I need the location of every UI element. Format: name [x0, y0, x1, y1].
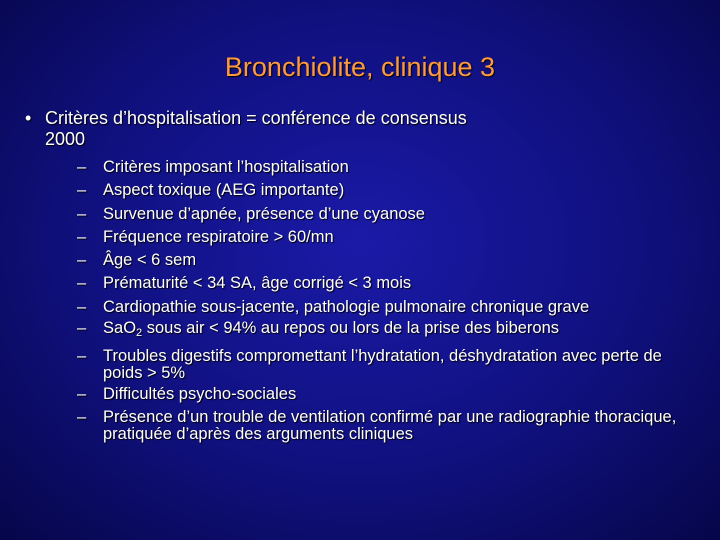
- main-bullet-line-1: Critères d’hospitalisation = conférence de consensus: [45, 108, 467, 128]
- sub-item-text: Survenue d’apnée, présence d’une cyanose: [103, 204, 425, 223]
- sub-item: [77, 181, 703, 200]
- bullet-icon: •: [25, 108, 32, 128]
- dash-icon: –: [77, 251, 87, 270]
- sub-item-text: Cardiopathie sous-jacente, pathologie pulmonaire chronique grave: [103, 297, 590, 316]
- dash-icon: –: [77, 385, 87, 404]
- sao2-subscript: 2: [136, 326, 143, 339]
- sub-item: [77, 297, 703, 316]
- dash-icon: –: [77, 297, 87, 316]
- dash-icon: –: [77, 347, 87, 366]
- dash-icon: –: [77, 318, 87, 337]
- sub-item: [77, 347, 703, 383]
- sub-item: [77, 385, 703, 404]
- sub-item-text: Aspect toxique (AEG importante): [103, 181, 345, 200]
- sub-item-text: Présence d’un trouble de ventilation confirmé par une radiographie thoracique, pratiquée d’après des arguments cliniques: [103, 408, 677, 444]
- sao2-rest: sous air < 94% au repos ou lors de la prise des biberons: [142, 318, 560, 337]
- dash-icon: –: [77, 158, 87, 176]
- dash-icon: –: [77, 181, 87, 200]
- sub-item-text: Fréquence respiratoire > 60/mn: [103, 227, 334, 246]
- sub-item: [77, 274, 703, 293]
- main-bullet: [25, 108, 695, 150]
- sub-item: [77, 408, 703, 444]
- dash-icon: –: [77, 227, 87, 246]
- sub-item-text: Critères imposant l’hospitalisation: [103, 158, 349, 176]
- sub-item-text: Troubles digestifs compromettant l’hydratation, déshydratation avec perte de poids > 5%: [103, 347, 662, 383]
- sub-item: [77, 251, 703, 270]
- dash-icon: –: [77, 408, 87, 427]
- sub-item: [77, 158, 703, 176]
- main-bullet-line-2: 2000: [45, 129, 86, 149]
- sub-item-sao2: [77, 318, 703, 342]
- sub-bullet-list: [77, 158, 703, 450]
- dash-icon: –: [77, 274, 87, 293]
- sub-item: [77, 204, 703, 223]
- sub-item-text: Difficultés psycho-sociales: [103, 385, 297, 404]
- dash-icon: –: [77, 204, 87, 223]
- sao2-prefix: Sa: [103, 318, 124, 337]
- slide-title: Bronchiolite, clinique 3: [224, 52, 496, 82]
- sub-item-text: Prématurité < 34 SA, âge corrigé < 3 mois: [103, 274, 412, 293]
- sao2-element: O: [123, 318, 137, 337]
- sub-item-text: Âge < 6 sem: [103, 251, 197, 270]
- sub-item: [77, 227, 703, 246]
